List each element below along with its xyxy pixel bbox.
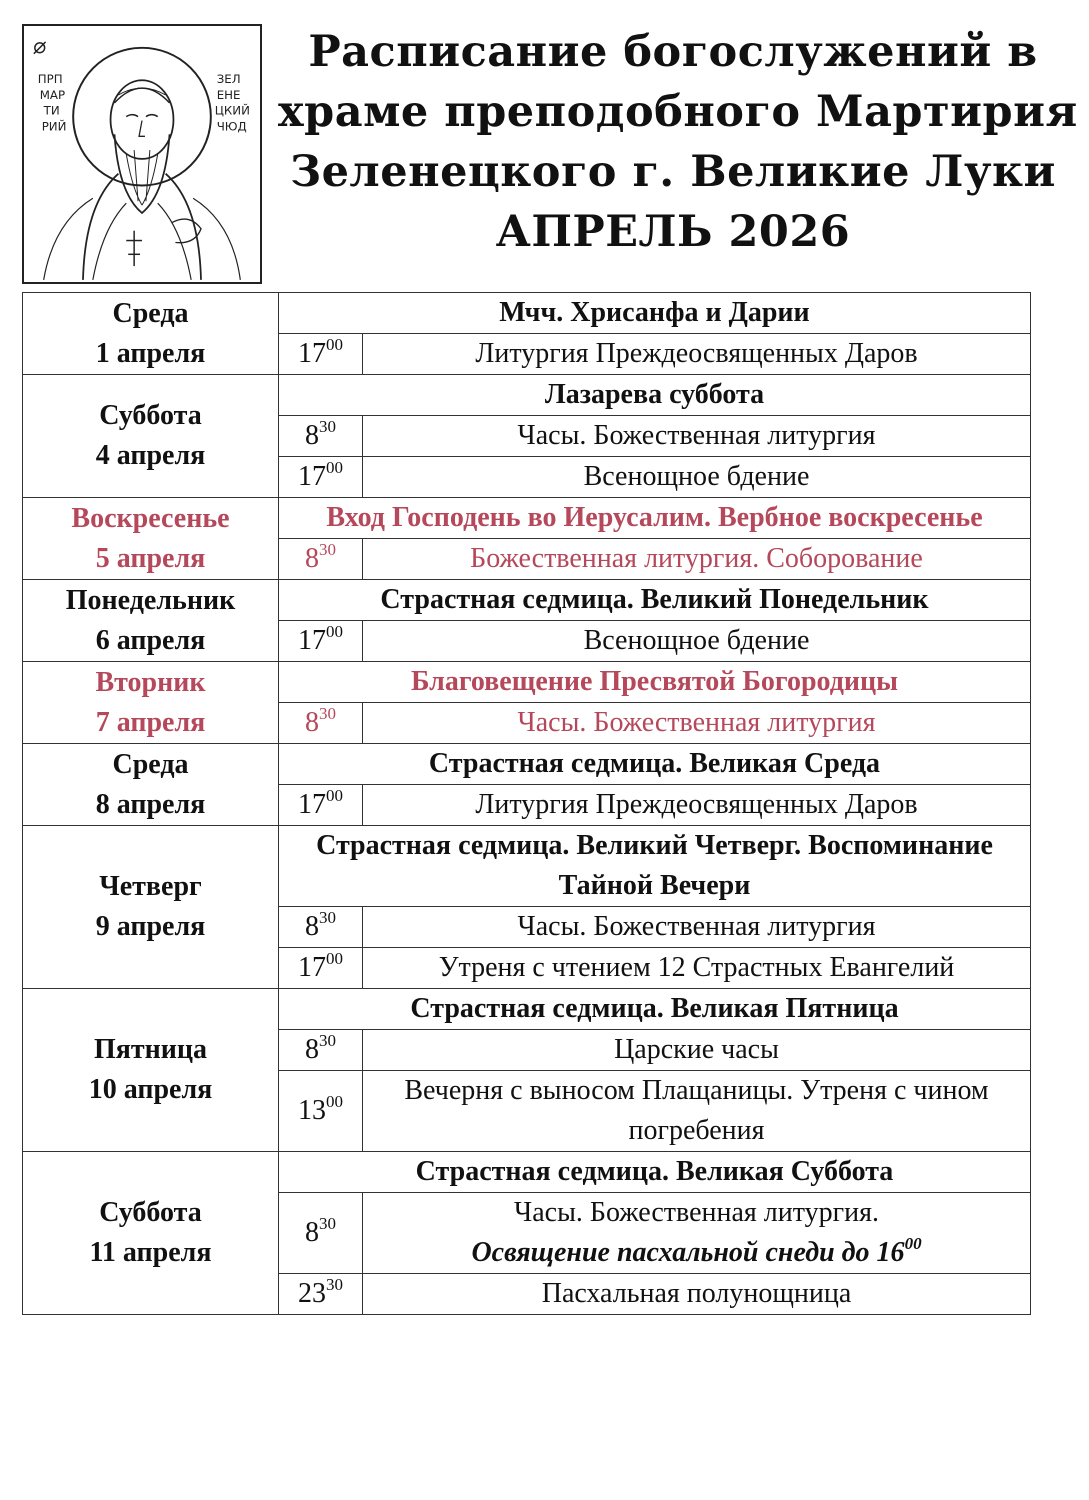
service-text: Литургия Преждеосвященных Даров — [475, 338, 918, 369]
service-time — [279, 1030, 363, 1071]
service-note-text: Освящение пасхальной снеди до 16 — [471, 1237, 905, 1268]
service-minute: 00 — [326, 458, 343, 477]
day-cell — [23, 744, 279, 826]
service-hour: 13 — [298, 1095, 326, 1126]
service-name — [363, 1193, 1031, 1274]
icon-inscription-left-1: ПРП — [37, 72, 63, 87]
service-time — [279, 907, 363, 948]
service-note-minute: 00 — [904, 1234, 922, 1253]
service-time — [279, 1274, 363, 1315]
service-text: Часы. Божественная литургия — [517, 707, 876, 738]
date: 10 апреля — [88, 1074, 213, 1105]
icon-inscription-right-1: ЗЕЛ — [216, 72, 241, 87]
service-hour: 8 — [305, 911, 319, 942]
service-name — [363, 1071, 1031, 1152]
service-name — [363, 948, 1031, 989]
service-time — [279, 457, 363, 498]
feast-title: Вход Господень во Иерусалим. Вербное воскресенье — [279, 498, 1031, 539]
service-hour: 8 — [305, 707, 319, 738]
schedule-day-row — [23, 744, 1031, 785]
title-line-1: Расписание богослужений в — [308, 27, 1038, 77]
service-text: Пасхальная полунощница — [541, 1278, 852, 1309]
weekday: Воскресенье — [71, 502, 230, 534]
title-line-2: храме преподобного Мартирия — [278, 87, 1078, 137]
service-minute: 30 — [319, 704, 336, 723]
service-minute: 30 — [319, 1214, 336, 1233]
service-time — [279, 948, 363, 989]
service-name — [363, 1274, 1031, 1315]
service-hour: 8 — [305, 1217, 319, 1248]
day-cell — [23, 293, 279, 375]
title-line-4: АПРЕЛЬ 2026 — [495, 207, 851, 257]
service-name — [363, 457, 1031, 498]
date: 7 апреля — [95, 706, 206, 738]
feast-title: Мчч. Хрисанфа и Дарии — [279, 293, 1031, 334]
service-minute: 30 — [319, 540, 336, 559]
service-hour: 8 — [305, 543, 319, 574]
service-hour: 23 — [298, 1278, 326, 1309]
date: 8 апреля — [95, 788, 206, 820]
schedule-day-row — [23, 375, 1031, 416]
date: 4 апреля — [95, 440, 206, 471]
feast-title: Лазарева суббота — [279, 375, 1031, 416]
service-minute: 30 — [326, 1275, 343, 1294]
service-time — [279, 785, 363, 826]
schedule-day-row — [23, 1152, 1031, 1193]
weekday: Четверг — [99, 871, 202, 902]
icon-inscription-left-4: РИЙ — [41, 119, 67, 134]
day-cell — [23, 498, 279, 580]
service-time — [279, 1193, 363, 1274]
feast-title: Страстная седмица. Великая Пятница — [279, 989, 1031, 1030]
service-name — [363, 785, 1031, 826]
service-time — [279, 334, 363, 375]
weekday: Пятница — [93, 1034, 208, 1065]
schedule-day-row — [23, 662, 1031, 703]
schedule-day-row — [23, 498, 1031, 539]
service-minute: 30 — [319, 1031, 336, 1050]
service-text: Часы. Божественная литургия — [517, 911, 876, 942]
service-minute: 00 — [326, 786, 343, 805]
service-time — [279, 416, 363, 457]
service-hour: 17 — [298, 952, 326, 983]
day-cell — [23, 375, 279, 498]
icon-inscription-left-3: ТИ — [43, 103, 60, 118]
weekday: Среда — [112, 297, 189, 329]
date: 9 апреля — [95, 911, 206, 942]
service-text: Царские часы — [614, 1034, 779, 1065]
icon-inscription-left-2: МАР — [39, 87, 66, 102]
service-minute: 00 — [326, 622, 343, 641]
weekday: Суббота — [99, 1197, 202, 1228]
service-minute: 30 — [319, 908, 336, 927]
date: 5 апреля — [95, 542, 206, 574]
weekday: Суббота — [99, 400, 202, 431]
service-name — [363, 416, 1031, 457]
date: 6 апреля — [95, 624, 206, 656]
schedule-day-row — [23, 293, 1031, 334]
schedule-table — [22, 292, 1031, 1315]
weekday: Среда — [112, 748, 189, 780]
page-title — [278, 22, 1078, 262]
service-name — [363, 334, 1031, 375]
service-time — [279, 703, 363, 744]
schedule-day-row — [23, 826, 1031, 907]
service-note — [367, 1233, 1026, 1273]
service-text: Утреня с чтением 12 Страстных Евангелий — [438, 952, 955, 983]
service-minute: 30 — [319, 417, 336, 436]
service-hour: 8 — [305, 1034, 319, 1065]
feast-title: Страстная седмица. Великая Суббота — [279, 1152, 1031, 1193]
weekday: Понедельник — [65, 584, 236, 616]
weekday: Вторник — [95, 666, 206, 698]
service-text: Литургия Преждеосвященных Даров — [475, 789, 918, 820]
service-time — [279, 539, 363, 580]
icon-inscription-right-3: ЦКИЙ — [214, 103, 250, 118]
feast-title: Страстная седмица. Великая Среда — [279, 744, 1031, 785]
service-name — [363, 539, 1031, 580]
service-name — [363, 907, 1031, 948]
service-minute: 00 — [326, 949, 343, 968]
feast-title: Благовещение Пресвятой Богородицы — [279, 662, 1031, 703]
feast-title: Страстная седмица. Великий Понедельник — [279, 580, 1031, 621]
schedule-day-row — [23, 989, 1031, 1030]
service-time — [279, 1071, 363, 1152]
service-name — [363, 703, 1031, 744]
day-cell — [23, 580, 279, 662]
feast-title: Страстная седмица. Великий Четверг. Воспоминание Тайной Вечери — [279, 826, 1031, 907]
saint-icon — [22, 24, 262, 284]
service-hour: 17 — [298, 461, 326, 492]
date: 11 апреля — [89, 1237, 212, 1268]
service-name — [363, 621, 1031, 662]
service-text: Часы. Божественная литургия. — [514, 1197, 879, 1228]
icon-inscription-right-4: ЧЮД — [216, 119, 247, 134]
day-cell — [23, 826, 279, 989]
service-name — [363, 1030, 1031, 1071]
schedule-day-row — [23, 580, 1031, 621]
service-time — [279, 621, 363, 662]
day-cell — [23, 1152, 279, 1315]
date: 1 апреля — [95, 337, 206, 369]
service-hour: 17 — [298, 338, 326, 369]
service-hour: 17 — [298, 625, 326, 656]
service-text: Всенощное бдение — [583, 461, 810, 492]
day-cell — [23, 662, 279, 744]
service-minute: 00 — [326, 1092, 343, 1111]
icon-inscription-right-2: ЕНЕ — [216, 87, 241, 102]
service-hour: 8 — [305, 420, 319, 451]
day-cell — [23, 989, 279, 1152]
service-text: Божественная литургия. Соборование — [470, 543, 923, 574]
service-hour: 17 — [298, 789, 326, 820]
service-text: Вечерня с выносом Плащаницы. Утреня с чином погребения — [404, 1075, 989, 1146]
title-line-3: Зеленецкого г. Великие Луки — [290, 147, 1056, 197]
service-minute: 00 — [326, 335, 343, 354]
service-text: Часы. Божественная литургия — [517, 420, 876, 451]
service-text: Всенощное бдение — [583, 625, 810, 656]
